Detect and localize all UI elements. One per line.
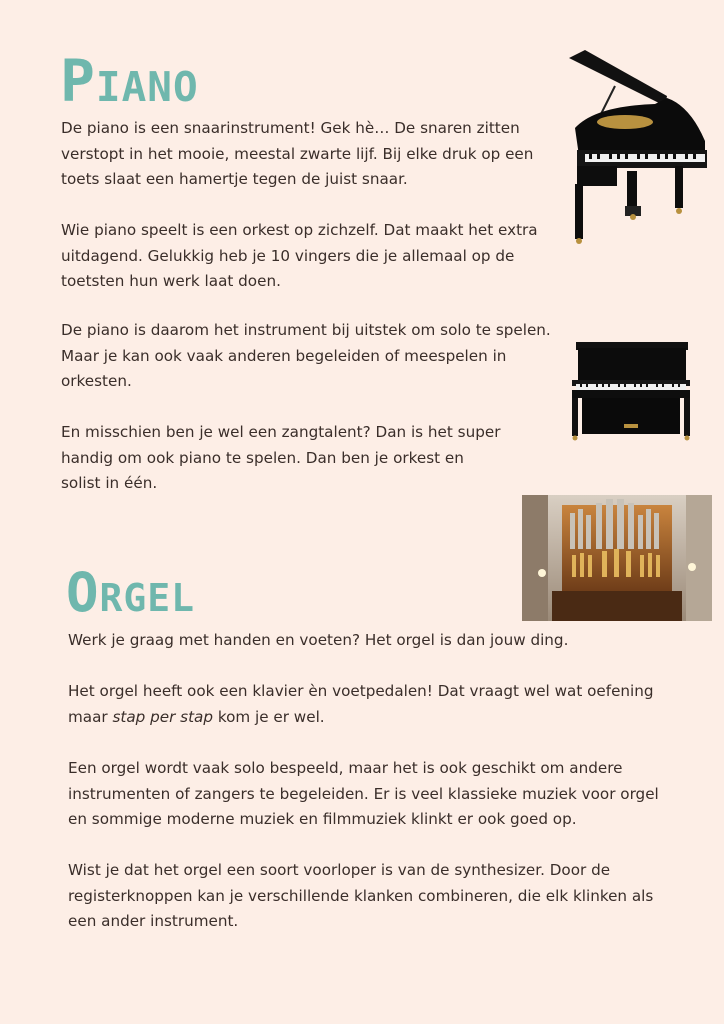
piano-paragraph-4	[61, 420, 500, 497]
piano-paragraph-3	[61, 318, 551, 395]
text-line: Werk je graag met handen en voeten? Het orgel is dan jouw ding.	[68, 631, 569, 649]
text-line: De piano is daarom het instrument bij uitstek om solo te spelen.	[61, 321, 551, 339]
text-line: handig om ook piano te spelen. Dan ben je orkest en	[61, 448, 464, 467]
upright-piano-image	[568, 338, 694, 444]
text-line: en sommige moderne muziek en filmmuziek klinkt er ook goed op.	[68, 810, 577, 828]
text-fragment: maar	[68, 707, 113, 726]
text-line	[68, 705, 654, 731]
text-line: Maar je kan ook vaak anderen begeleiden of meespelen in	[61, 346, 507, 365]
text-line: uitdagend. Gelukkig heb je 10 vingers die je allemaal op de	[61, 246, 515, 265]
text-line: toetsten hun werk laat doen.	[61, 272, 281, 290]
text-line: De piano is een snaarinstrument! Gek hè… De snaren zitten	[61, 119, 520, 137]
text-line: toets slaat een hamertje tegen de juist snaar.	[61, 170, 408, 188]
orgel-paragraph-1	[68, 628, 568, 654]
grand-piano-image	[555, 46, 715, 246]
piano-paragraph-2	[61, 218, 538, 295]
text-line: En misschien ben je wel een zangtalent? Dan is het super	[61, 423, 501, 441]
piano-title: Piano	[60, 47, 199, 115]
text-line: Wie piano speelt is een orkest op zichzelf. Dat maakt het extra	[61, 221, 538, 239]
text-line: Wist je dat het orgel een soort voorloper is van de synthesizer. Door de	[68, 861, 611, 879]
orgel-paragraph-4	[68, 858, 653, 935]
orgel-title: Orgel	[66, 561, 196, 624]
text-line: orkesten.	[61, 372, 132, 390]
emphasis-text: stap per stap	[112, 707, 213, 726]
text-line: verstopt in het mooie, meestal zwarte lijf. Bij elke druk op een	[61, 144, 534, 163]
text-line: Een orgel wordt vaak solo bespeeld, maar het is ook geschikt om andere	[68, 759, 623, 777]
text-line: solist in één.	[61, 474, 158, 492]
orgel-paragraph-3	[68, 756, 659, 833]
text-line: een ander instrument.	[68, 912, 239, 930]
church-organ-photo	[522, 495, 712, 621]
text-line: registerknoppen kan je verschillende klanken combineren, die elk klinken als	[68, 886, 654, 905]
orgel-paragraph-2	[68, 679, 654, 730]
text-line: instrumenten of zangers te begeleiden. Er is veel klassieke muziek voor orgel	[68, 784, 659, 803]
text-fragment: kom je er wel.	[213, 707, 325, 726]
piano-paragraph-1	[61, 116, 533, 193]
text-line: Het orgel heeft ook een klavier èn voetpedalen! Dat vraagt wel wat oefening	[68, 682, 654, 700]
